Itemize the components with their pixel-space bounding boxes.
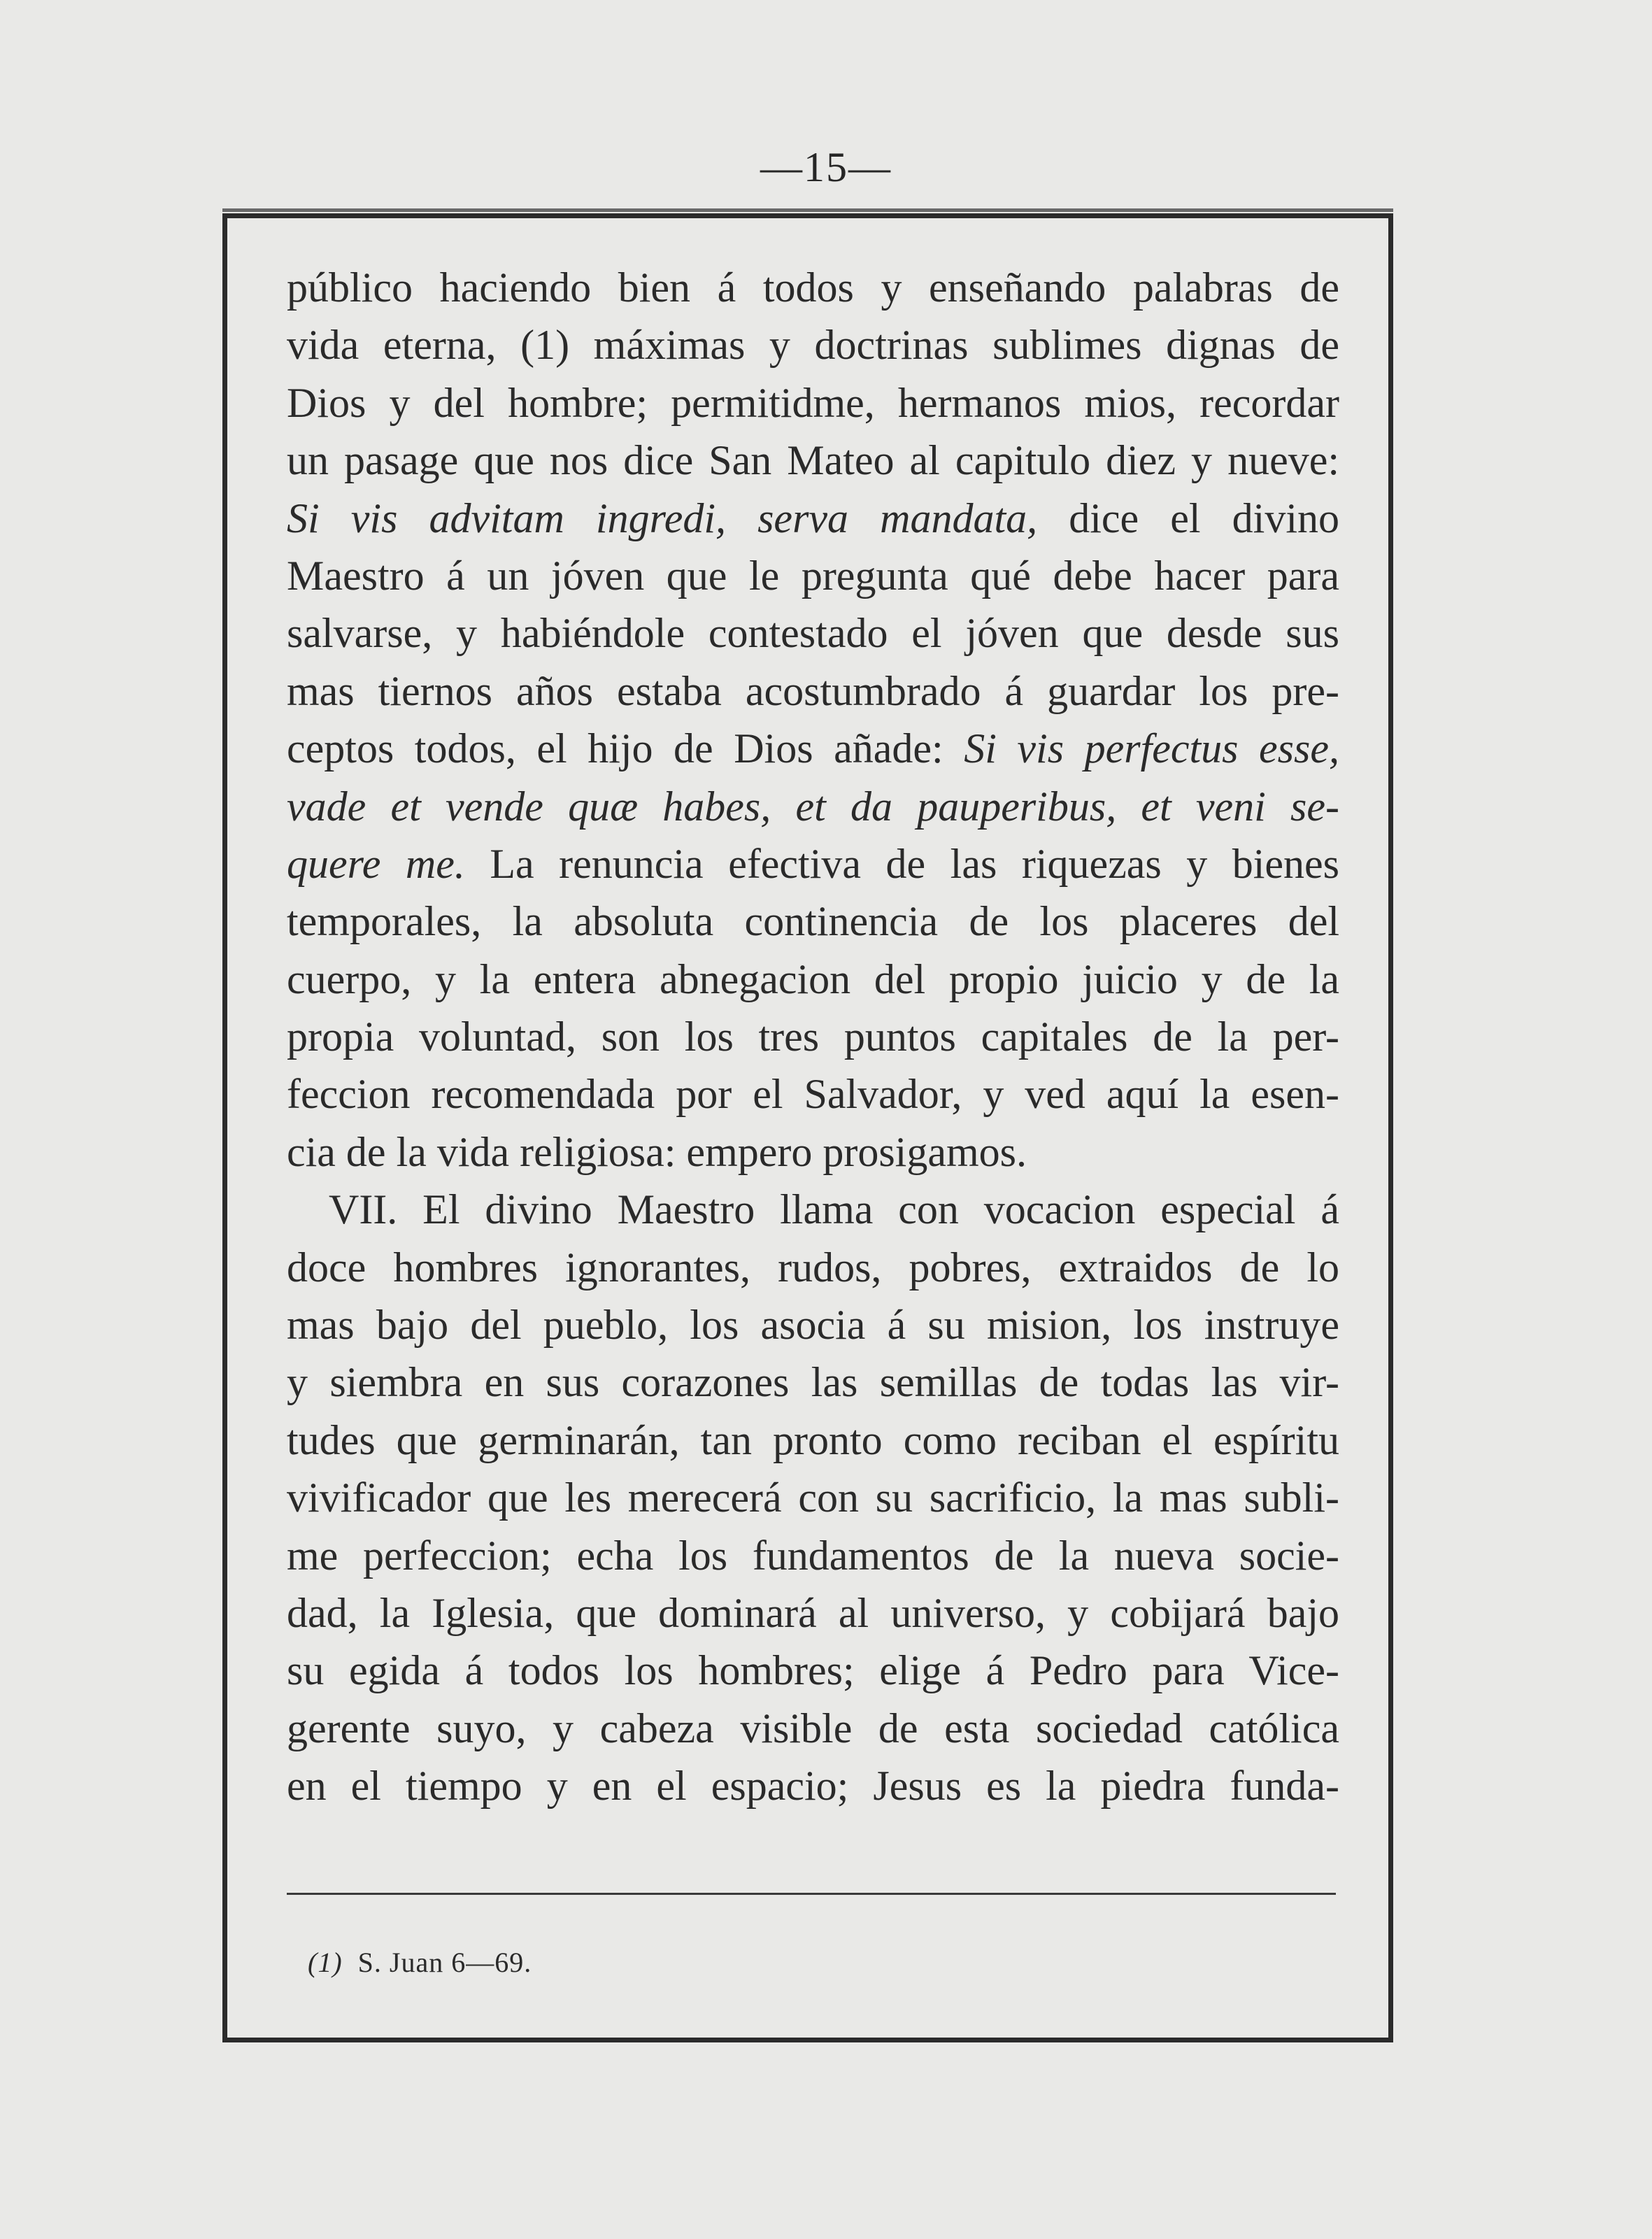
text-line: gerente suyo, y cabeza visible de esta sociedad católica [287, 1705, 1339, 1751]
text-line: cuerpo, y la entera abnegacion del propio juicio y de la [287, 955, 1339, 1002]
text-segment: ceptos todos, el hijo de Dios añade: [287, 725, 964, 772]
latin-quote: quere me. [287, 840, 465, 887]
text-line: mas tiernos años estaba acostumbrado á guardar los pre- [287, 667, 1339, 714]
text-line: Dios y del hombre; permitidme, hermanos mios, recordar [287, 379, 1339, 426]
footnote [308, 1946, 532, 1979]
text-line: un pasage que nos dice San Mateo al capitulo diez y nueve: [287, 437, 1339, 484]
body-text [287, 259, 1339, 1815]
footnote-rule [287, 1893, 1336, 1895]
text-line: me perfeccion; echa los fundamentos de la nueva socie- [287, 1532, 1339, 1579]
frame-top-rule [222, 208, 1393, 212]
text-line: temporales, la absoluta continencia de los placeres del [287, 898, 1339, 945]
latin-quote: Si vis perfectus esse, [964, 725, 1339, 772]
text-segment: La renuncia efectiva de las riquezas y bienes [464, 840, 1339, 887]
text-line [287, 835, 1339, 893]
latin-quote-line: vade et vende quæ habes, et da pauperibus, et veni se- [287, 783, 1339, 830]
text-line: público haciendo bien á todos y enseñando palabras de [287, 264, 1339, 311]
footnote-marker: (1) [308, 1947, 343, 1978]
text-line: vivificador que les merecerá con su sacrificio, la mas subli- [287, 1474, 1339, 1521]
page-number: —15— [760, 144, 892, 190]
text-segment: dice el divino [1037, 495, 1339, 541]
text-line: dad, la Iglesia, que dominará al universo, y cobijará bajo [287, 1589, 1339, 1636]
text-line: y siembra en sus corazones las semillas de todas las vir- [287, 1359, 1339, 1406]
text-line: vida eterna, (1) máximas y doctrinas sublimes dignas de [287, 322, 1339, 369]
text-line: Maestro á un jóven que le pregunta qué debe hacer para [287, 552, 1339, 599]
text-line: propia voluntad, son los tres puntos capitales de la per- [287, 1014, 1339, 1060]
footnote-text: S. Juan 6—69. [357, 1947, 532, 1978]
section-vii-line: VII. El divino Maestro llama con vocacion especial á [329, 1186, 1339, 1233]
text-line [287, 720, 1339, 777]
latin-quote: Si vis advitam ingredi, serva mandata, [287, 495, 1038, 541]
text-line: en el tiempo y en el espacio; Jesus es la piedra funda- [287, 1763, 1339, 1810]
text-line: su egida á todos los hombres; elige á Pedro para Vice- [287, 1647, 1339, 1694]
text-line: cia de la vida religiosa: empero prosigamos. [287, 1128, 1027, 1175]
text-line: salvarse, y habiéndole contestado el jóven que desde sus [287, 610, 1339, 657]
text-line [287, 490, 1339, 547]
text-line: feccion recomendada por el Salvador, y ved aquí la esen- [287, 1071, 1339, 1118]
text-line: tudes que germinarán, tan pronto como reciban el espíritu [287, 1416, 1339, 1463]
text-line: doce hombres ignorantes, rudos, pobres, extraidos de lo [287, 1244, 1339, 1291]
text-line: mas bajo del pueblo, los asocia á su mision, los instruye [287, 1302, 1339, 1349]
